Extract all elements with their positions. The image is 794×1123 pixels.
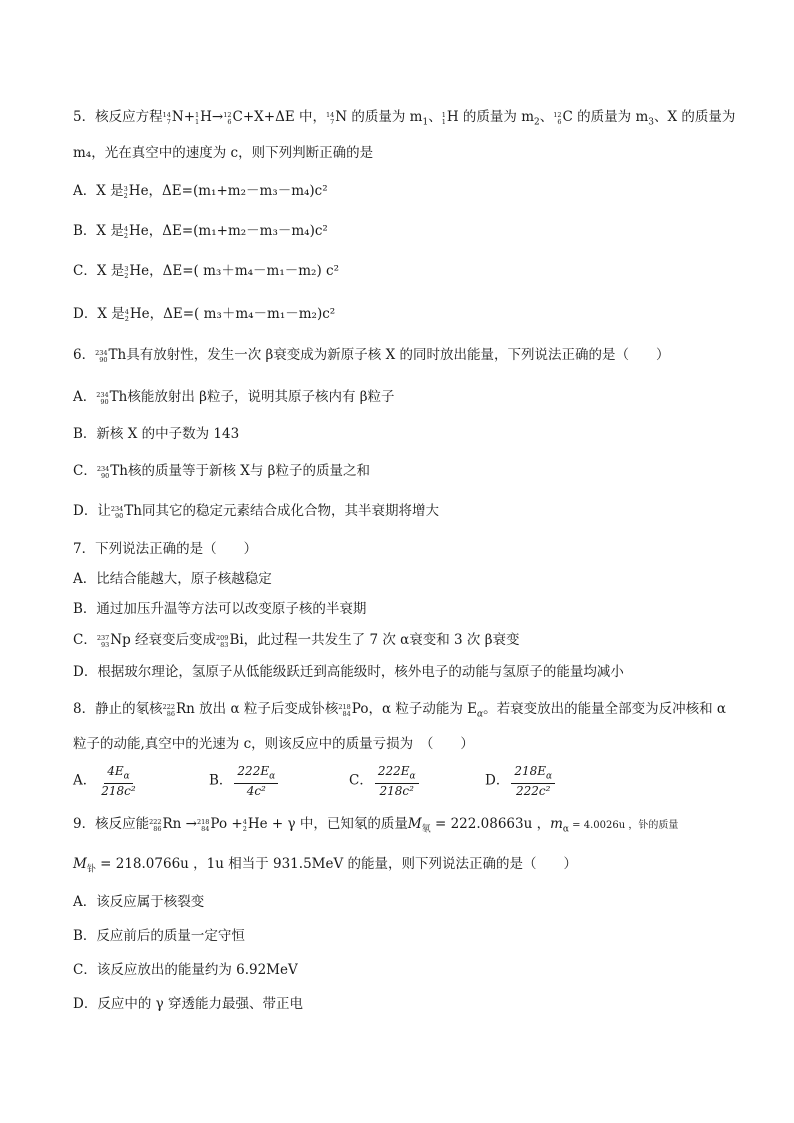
q7-option-b: B．通过加压升温等方法可以改变原子核的半衰期 xyxy=(73,601,367,617)
q5-stem-line1: 5．核反应方程 14 7 N+ 1 1 H→ 12 6 C+X+ΔE 中， 14 7 N 的质量为 $m_1$、 1 1 H 的质量为 $m_2$、 12 6 C 的质量为 $m_3$、X 的质量为 xyxy=(73,109,736,128)
q8-stem-line1: 8．静止的氡核 222 86 Rn 放出 α 粒子后变成钋核 218 84 Po，α 粒子动能为 $E_\alpha$。若衰变放出的能量全部变为反冲核和 α xyxy=(73,701,727,720)
isotope-C: 12 6 xyxy=(223,111,232,126)
q9-option-d: D．反应中的 γ 穿透能力最强、带正电 xyxy=(73,996,303,1012)
q7-option-a: A．比结合能越大，原子核越稳定 xyxy=(73,571,272,587)
q8-option-c: C． $\frac{222E_\alpha}{\text{218c²}}$ xyxy=(349,764,421,798)
q6-option-b: B．新核 X 的中子数为 143 xyxy=(73,426,240,442)
q6-option-a: A． 234 90 Th核能放射出 β粒子，说明其原子核内有 β粒子 xyxy=(73,389,395,406)
q8-option-b: B． $\frac{222E_\alpha}{\text{4c²}}$ xyxy=(209,764,280,798)
q6-stem: 6． 234 90 Th具有放射性，发生一次 β衰变成为新原子核 X 的同时放出能量，下列说法正确的是（ ） xyxy=(73,347,670,364)
q5-option-b: B．X 是 4 2 He，ΔE=(m₁+m₂－m₃－m₄)c² xyxy=(73,223,328,240)
q9-option-a: A．该反应属于核裂变 xyxy=(73,894,205,910)
q7-option-c: C． 237 93 Np 经衰变后变成 209 83 Bi，此过程一共发生了 7 次 α衰变和 3 次 β衰变 xyxy=(73,632,520,649)
q7-stem: 7．下列说法正确的是（ ） xyxy=(73,541,258,557)
q8-option-d: D． $\frac{218E_\alpha}{\text{222c²}}$ xyxy=(485,764,557,798)
q6-option-c: C． 234 90 Th核的质量等于新核 X与 β粒子的质量之和 xyxy=(73,463,370,480)
q5-option-c: C．X 是 3 2 He，ΔE=( m₃＋m₄－m₁－m₂) c² xyxy=(73,263,339,280)
q5-option-d: D．X 是 4 2 He，ΔE=( m₃＋m₄－m₁－m₂)c² xyxy=(73,306,336,323)
isotope-H: 1 1 xyxy=(195,111,200,126)
q8-stem-line2: 粒子的动能,真空中的光速为 c，则该反应中的质量亏损为 （ ） xyxy=(73,736,474,752)
q6-option-d: D．让 234 90 Th同其它的稳定元素结合成化合物，其半衰期将增大 xyxy=(73,503,439,520)
q9-stem-line1: 9．核反应能 222 86 Rn → 218 84 Po + 4 2 He + γ 中，已知氡的质量$M_氡 = 222.08663u$ ，$m_\alpha = 4.0026u$ ，钋的质量 xyxy=(73,816,679,835)
q8-option-a: A． $\frac{4E_\alpha}{\text{218c²}}$ xyxy=(73,764,136,799)
q9-option-b: B．反应前后的质量一定守恒 xyxy=(73,928,245,944)
q7-option-d: D．根据玻尔理论，氢原子从低能级跃迁到高能级时，核外电子的动能与氢原子的能量均减小 xyxy=(73,664,624,680)
q5-stem-line2: m₄，光在真空中的速度为 c，则下列判断正确的是 xyxy=(73,145,374,161)
q9-option-c: C．该反应放出的能量约为 6.92MeV xyxy=(73,962,298,978)
q5-option-a: A．X 是 3 2 He，ΔE=(m₁+m₂－m₃－m₄)c² xyxy=(73,183,328,200)
isotope-N: 14 7 xyxy=(162,111,171,126)
q9-stem-line2: $M_钋 = 218.0766u$ ，1u 相当于 931.5MeV 的能量，则下列说法正确的是（ ） xyxy=(73,856,578,875)
